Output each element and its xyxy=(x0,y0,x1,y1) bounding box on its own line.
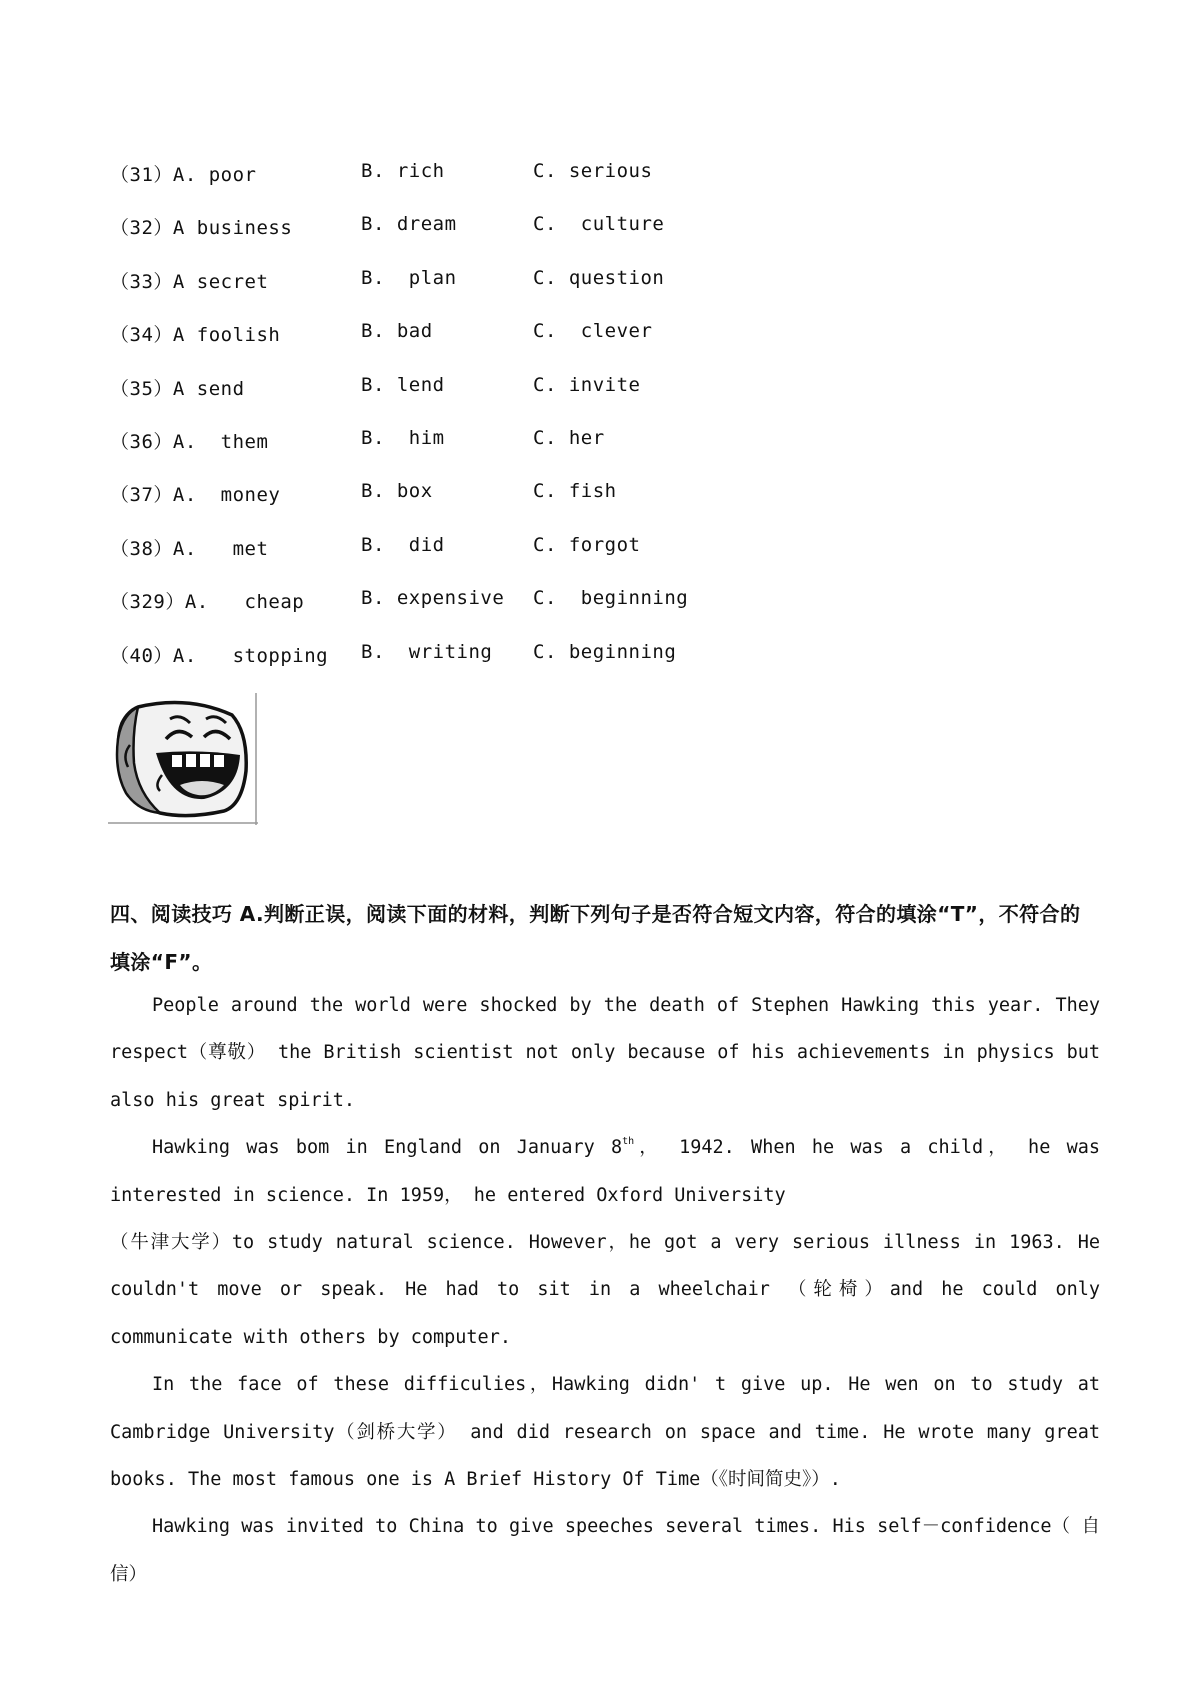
question-number: （38） xyxy=(110,537,173,560)
option-row xyxy=(110,320,810,373)
option-number-and-a xyxy=(110,641,328,668)
option-number-and-a xyxy=(110,480,280,507)
option-b: B. him xyxy=(361,426,445,449)
option-b: B. writing xyxy=(361,640,493,663)
option-row xyxy=(110,534,810,587)
option-number-and-a xyxy=(110,374,245,401)
option-number-and-a xyxy=(110,320,280,347)
question-number: （37） xyxy=(110,484,173,507)
question-number: （34） xyxy=(110,324,173,347)
option-b: B. expensive xyxy=(361,587,505,610)
option-row xyxy=(110,641,810,694)
option-b: B. plan xyxy=(361,266,457,289)
option-b: B. did xyxy=(361,533,445,556)
option-number-and-a xyxy=(110,587,304,614)
option-b: B. rich xyxy=(361,160,445,182)
option-c: C. beginning xyxy=(533,587,689,610)
laughing-face-icon xyxy=(108,693,260,825)
option-number-and-a xyxy=(110,160,256,187)
option-number-and-a xyxy=(110,267,268,294)
option-a: A. met xyxy=(172,537,269,560)
question-number: （36） xyxy=(110,430,173,453)
option-b: B. box xyxy=(361,480,433,503)
option-c: C. her xyxy=(533,426,605,449)
question-number: （31） xyxy=(110,164,173,186)
option-a: A foolish xyxy=(172,324,281,347)
option-c: C. serious xyxy=(533,160,653,182)
question-number: （40） xyxy=(110,644,173,667)
reading-passage xyxy=(110,982,1100,1598)
passage-paragraph-1: People around the world were shocked by the death of Stephen Hawking this year. They respect（尊敬） the British scientist not only because of his achievements in physics but also his great spirit. xyxy=(110,995,1100,1111)
option-row xyxy=(110,213,810,266)
option-b: B. lend xyxy=(361,373,445,396)
option-c: C. culture xyxy=(533,213,665,236)
option-row xyxy=(110,587,810,640)
question-number: （35） xyxy=(110,377,173,400)
question-number: （32） xyxy=(110,217,173,240)
passage-paragraph-5: Hawking was invited to China to give speeches several times. His self－confidence（ 自信） xyxy=(110,1516,1100,1585)
option-a: A business xyxy=(172,217,293,240)
option-row xyxy=(110,480,810,533)
option-c: C. beginning xyxy=(533,640,677,663)
option-a: A secret xyxy=(172,270,269,293)
option-a: A. cheap xyxy=(184,591,305,614)
option-c: C. forgot xyxy=(533,533,641,556)
options-list xyxy=(110,160,810,694)
option-row xyxy=(110,427,810,480)
passage-paragraph-2 xyxy=(110,1124,1100,1219)
option-row xyxy=(110,267,810,320)
ordinal-suffix: th xyxy=(622,1136,635,1148)
passage-paragraph-3: （牛津大学）to study natural science. However，he got a very serious illness in 1963. He couldn't move or speak. He had to sit in a wheelchair （轮椅）and he could only communicate with others by computer. xyxy=(110,1232,1100,1348)
question-number: （329） xyxy=(110,591,185,614)
option-number-and-a xyxy=(110,534,268,561)
option-c: C. question xyxy=(533,266,665,289)
option-number-and-a xyxy=(110,213,292,240)
option-a: A. money xyxy=(172,484,281,507)
option-a: A. poor xyxy=(172,164,257,186)
passage-paragraph-4: In the face of these difficulies，Hawking didn' t give up. He wen on to study at Cambridge University（剑桥大学） and did research on space and time. He wrote many great books. The most famous one is A Brief History Of Time（《时间简史》）. xyxy=(110,1374,1100,1491)
option-c: C. clever xyxy=(533,320,653,343)
option-c: C. fish xyxy=(533,480,617,503)
option-b: B. dream xyxy=(361,213,457,236)
passage-paragraph-2-end: ， 1942. When he was a child， he was interested in science. In 1959， he entered Oxford University xyxy=(110,1137,1100,1206)
option-number-and-a xyxy=(110,427,268,454)
question-number: （33） xyxy=(110,270,173,293)
option-row xyxy=(110,374,810,427)
option-a: A. them xyxy=(172,430,269,453)
option-a: A. stopping xyxy=(172,644,329,667)
option-c: C. invite xyxy=(533,373,641,396)
section-heading: 四、阅读技巧 A.判断正误，阅读下面的材料，判断下列句子是否符合短文内容，符合的填涂“T”，不符合的填涂“F”。 xyxy=(110,902,1081,974)
option-a: A send xyxy=(172,377,245,400)
passage-paragraph-2-start: Hawking was bom in England on January 8 xyxy=(152,1137,623,1159)
option-row xyxy=(110,160,810,213)
option-b: B. bad xyxy=(361,320,433,343)
